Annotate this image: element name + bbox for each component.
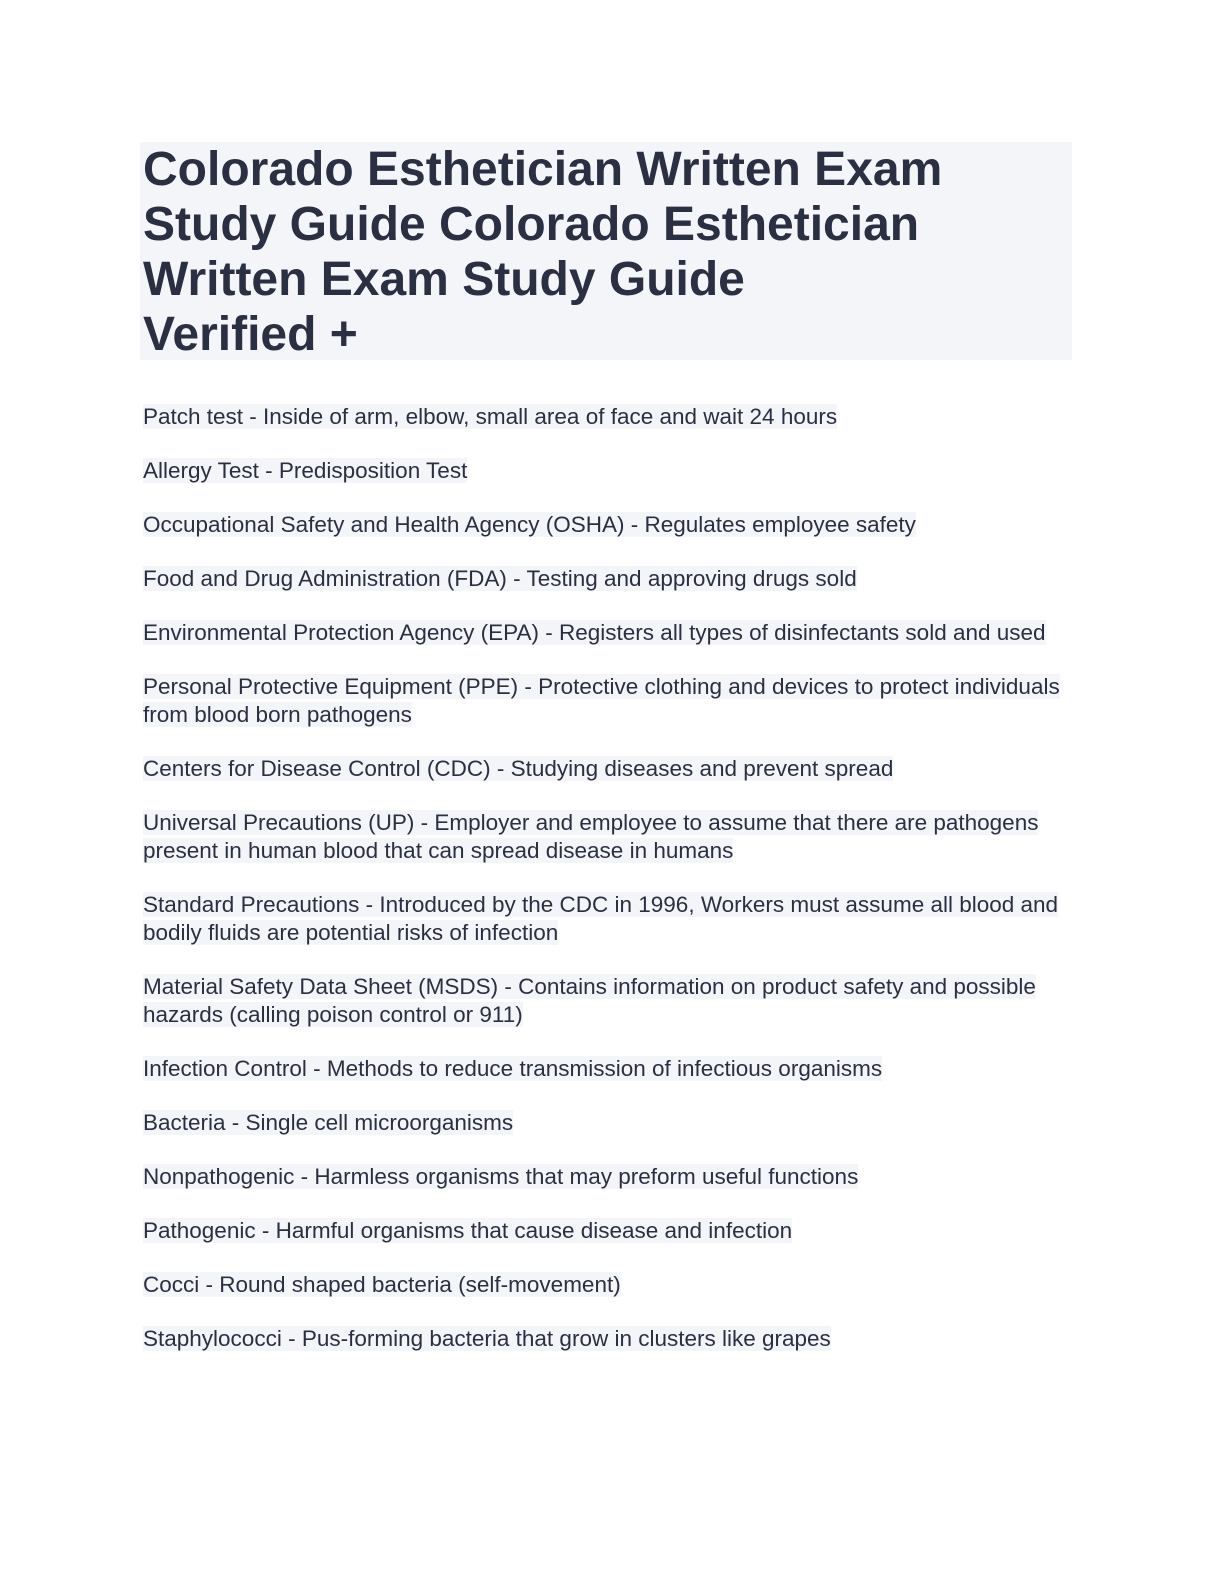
term-definition: Personal Protective Equipment (PPE) - Protective clothing and devices to protect individuals from blood born pathogens (143, 674, 1060, 727)
term-definition: Food and Drug Administration (FDA) - Testing and approving drugs sold (143, 566, 857, 591)
list-item (143, 1055, 1073, 1083)
term-list (143, 403, 1073, 1379)
list-item (143, 1109, 1073, 1137)
term-definition: Universal Precautions (UP) - Employer and employee to assume that there are pathogens present in human blood that can spread disease in humans (143, 810, 1039, 863)
term-definition: Staphylococci - Pus-forming bacteria that grow in clusters like grapes (143, 1326, 831, 1351)
list-item (143, 891, 1073, 947)
document-title (140, 142, 1072, 362)
list-item (143, 1217, 1073, 1245)
term-definition: Environmental Protection Agency (EPA) - Registers all types of disinfectants sold and used (143, 620, 1046, 645)
list-item (143, 403, 1073, 431)
term-definition: Bacteria - Single cell microorganisms (143, 1110, 514, 1135)
list-item (143, 973, 1073, 1029)
term-definition: Material Safety Data Sheet (MSDS) - Contains information on product safety and possible hazards (calling poison control or 911) (143, 974, 1036, 1027)
title-block (140, 142, 1072, 360)
term-definition: Cocci - Round shaped bacteria (self-movement) (143, 1272, 621, 1297)
term-definition: Patch test - Inside of arm, elbow, small area of face and wait 24 hours (143, 404, 838, 429)
term-definition: Allergy Test - Predisposition Test (143, 458, 468, 483)
title-line: Written Exam Study Guide (143, 253, 745, 306)
title-line: Colorado Esthetician Written Exam (143, 143, 943, 196)
list-item (143, 755, 1073, 783)
list-item (143, 1163, 1073, 1191)
term-definition: Nonpathogenic - Harmless organisms that may preform useful functions (143, 1164, 859, 1189)
term-definition: Infection Control - Methods to reduce transmission of infectious organisms (143, 1056, 883, 1081)
list-item (143, 457, 1073, 485)
term-definition: Centers for Disease Control (CDC) - Studying diseases and prevent spread (143, 756, 894, 781)
list-item (143, 1271, 1073, 1299)
term-definition: Occupational Safety and Health Agency (OSHA) - Regulates employee safety (143, 512, 916, 537)
list-item (143, 673, 1073, 729)
title-line: Verified + (143, 308, 358, 361)
list-item (143, 809, 1073, 865)
term-definition: Pathogenic - Harmful organisms that cause disease and infection (143, 1218, 793, 1243)
list-item (143, 1325, 1073, 1353)
list-item (143, 511, 1073, 539)
title-line: Study Guide Colorado Esthetician (143, 198, 920, 251)
list-item (143, 619, 1073, 647)
term-definition: Standard Precautions - Introduced by the CDC in 1996, Workers must assume all blood and bodily fluids are potential risks of infection (143, 892, 1059, 945)
list-item (143, 565, 1073, 593)
